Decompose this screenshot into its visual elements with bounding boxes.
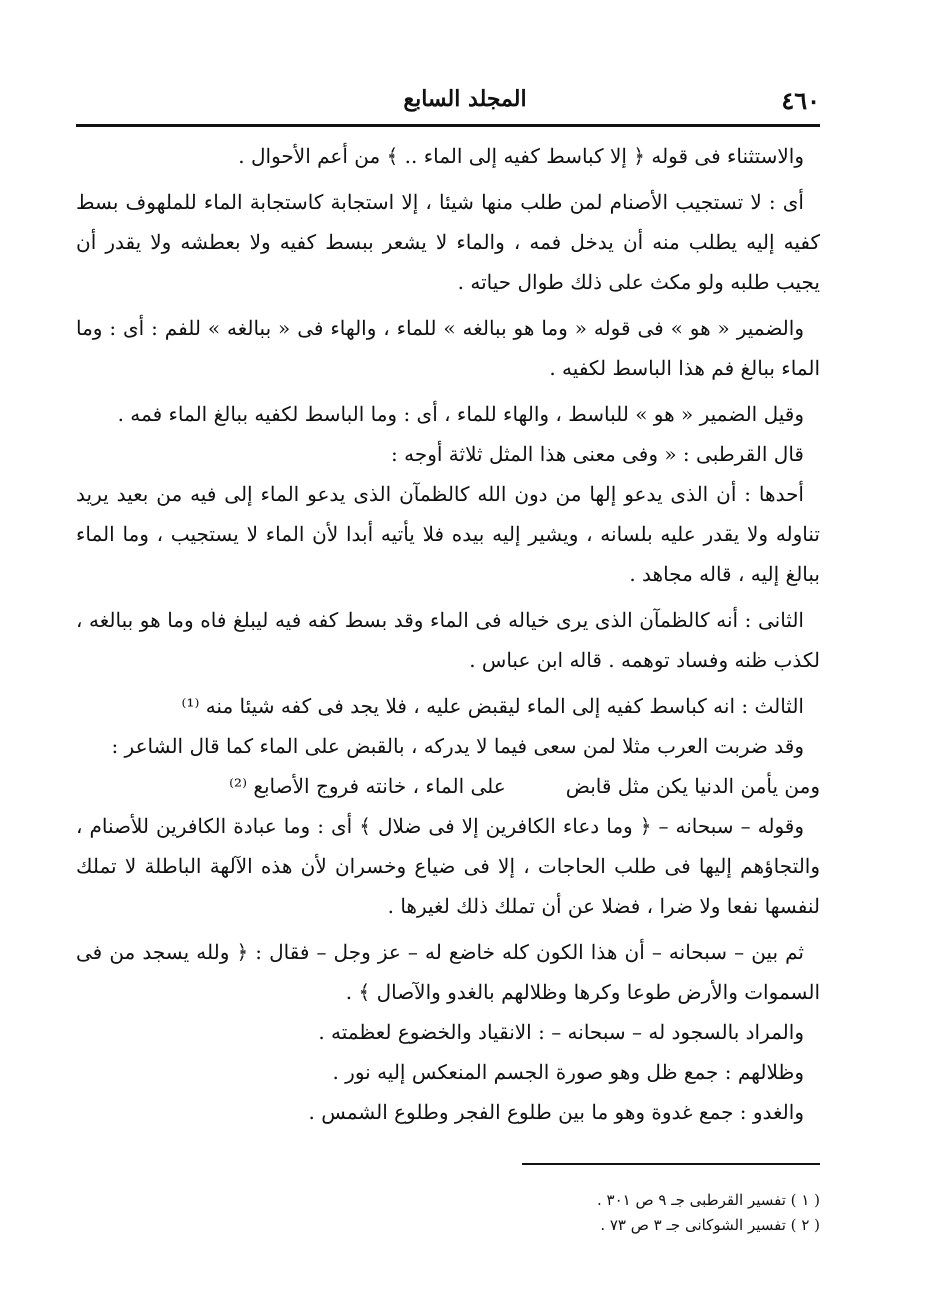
paragraph-exception: والاستثناء فى قوله ﴿ إلا كباسط كفيه إلى الماء .. ﴾ من أعم الأحوال . bbox=[238, 144, 804, 168]
footnote-rule bbox=[522, 1163, 820, 1165]
footnote-1: ( ١ ) تفسير القرطبى جـ ٩ ص ٣٠١ . bbox=[596, 1191, 820, 1209]
paragraph-prostration-verse: ثم بين – سبحانه – أن هذا الكون كله خاضع له – عز وجل – فقال : ﴿ ولله يسجد من فى السموات والأرض طوعا وكرها وظلالهم بالغدو والآصال ﴾ . bbox=[76, 940, 820, 1004]
verse-second-hemistich: على الماء ، خانته فروج الأصابع ⁽²⁾ bbox=[229, 774, 506, 798]
footnote-2: ( ٢ ) تفسير الشوكانى جـ ٣ ص ٧٣ . bbox=[600, 1216, 820, 1234]
verse-first-hemistich: ومن يأمن الدنيا يكن مثل قابض bbox=[565, 774, 820, 798]
paragraph-third-aspect: الثالث : انه كباسط كفيه إلى الماء ليقبض عليه ، فلا يجد فى كفه شيئا منه ⁽¹⁾ bbox=[181, 694, 804, 718]
paragraph-second-aspect: الثانى : أنه كالظمآن الذى يرى خياله فى الماء وقد بسط كفه فيه ليبلغ فاه وما هو ببالغه ، لكذب ظنه وفساد توهمه . قاله ابن عباس . bbox=[76, 608, 820, 672]
footnotes bbox=[597, 1188, 820, 1238]
paragraph-shadows: وظلالهم : جمع ظل وهو صورة الجسم المنعكس إليه نور . bbox=[332, 1060, 804, 1084]
main-text bbox=[76, 136, 820, 1132]
paragraph-disbelievers-call: وقوله – سبحانه – ﴿ وما دعاء الكافرين إلا فى ضلال ﴾ أى : وما عبادة الكافرين للأصنام ، والتجاؤهم إليها فى طلب الحاجات ، إلا فى ضياع وخسران لأن هذه الآلهة الباطلة لا تملك لنفسها نفعا ولا ضرا ، فضلا عن أن تملك ذلك لغيرها . bbox=[76, 814, 820, 918]
paragraph-first-aspect: أحدها : أن الذى يدعو إلها من دون الله كالظمآن الذى يدعو الماء إلى فيه من بعيد يريد تناوله ولا يقدر عليه بلسانه ، ويشير إليه بيده فلا يأتيه أبدا لأن الماء لا يستجيب ، وما الماء ببالغ إليه ، قاله مجاهد . bbox=[76, 482, 820, 586]
paragraph-qurtubi: قال القرطبى : « وفى معنى هذا المثل ثلاثة أوجه : bbox=[391, 442, 804, 466]
paragraph-morning: والغدو : جمع غدوة وهو ما بين طلوع الفجر وطلوع الشمس . bbox=[308, 1100, 804, 1124]
paragraph-meaning: أى : لا تستجيب الأصنام لمن طلب منها شيئا ، إلا استجابة كاستجابة الماء للملهوف بسط كفيه إليه يطلب منه أن يدخل فمه ، والماء لا يشعر ببسط كفيه ولا بعطشه ولا يقدر أن يجيب طلبه ولو مكث على ذلك طوال حياته . bbox=[76, 190, 820, 294]
running-title: المجلد السابع bbox=[403, 86, 527, 112]
header-rule bbox=[76, 124, 820, 127]
paragraph-arab-proverb: وقد ضربت العرب مثلا لمن سعى فيما لا يدركه ، بالقبض على الماء كما قال الشاعر : bbox=[111, 734, 804, 758]
poetry-verse bbox=[76, 766, 820, 806]
paragraph-alternate-pronoun: وقيل الضمير « هو » للباسط ، والهاء للماء ، أى : وما الباسط لكفيه ببالغ الماء فمه . bbox=[117, 402, 804, 426]
paragraph-pronoun: والضمير « هو » فى قوله « وما هو ببالغه » للماء ، والهاء فى « ببالغه » للفم : أى : وما الماء ببالغ فم هذا الباسط لكفيه . bbox=[76, 316, 820, 380]
paragraph-prostration-meaning: والمراد بالسجود له – سبحانه – : الانقياد والخضوع لعظمته . bbox=[318, 1020, 804, 1044]
page-number: ٤٦٠ bbox=[781, 86, 820, 115]
